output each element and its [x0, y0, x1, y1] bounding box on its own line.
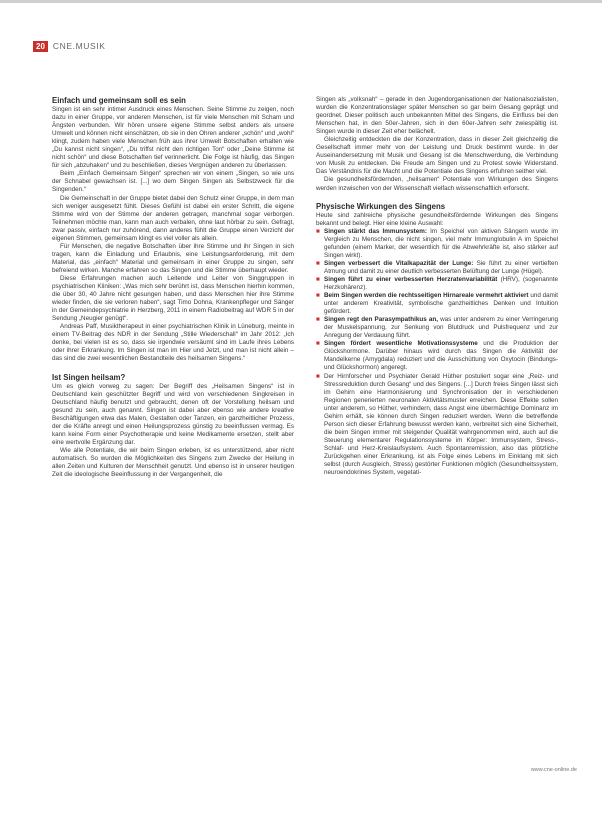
- paragraph: Singen als „volksnah“ – gerade in den Jugendorganisationen der Nationalsozialisten, wurden die Konzentrationslager später Menschen so gar beim Gesang geprägt und geordnet. Dieser politisch auch unbekannten Mittel des Singens, die Einfluss bei den Menschen hat, in den 50er-Jahren, sich in den 60er-Jahren sehr zwiespältig ist. Singen wurde in dieser Zeit eher belächelt.: [316, 96, 558, 136]
- left-column: [52, 96, 294, 479]
- list-item-text: (HRV), (sogenannte Herzkohärenz).: [324, 275, 558, 291]
- paragraph: Beim „Einfach Gemeinsam Singen“ sprechen wir von einem „Singen, so wie uns der Schnabel gewachsen ist. [...] wo dem Singen Singen als Selbstzweck für die Singenden.“: [52, 170, 294, 194]
- paragraph: Für Menschen, die negative Botschaften über ihre Stimme und ihr Singen in sich tragen, kann die Einladung und Erlaubnis, eine Leistungsanforderung, mit dem Material, das „einfach“ Material und gemeinsam in einer Gruppe zu singen, sehr befreiend wirken. Manche erfahren so das Singen und die Stimme überhaupt wieder.: [52, 242, 294, 274]
- paragraph: Heute sind zahlreiche physische gesundheitsfördernde Wirkungen des Singens bekannt und belegt. Hier eine kleine Auswahl:: [316, 211, 558, 227]
- right-column: [316, 96, 558, 477]
- list-item: [316, 316, 558, 340]
- list-item: [316, 276, 558, 292]
- list-item-bold: Singen fördert wesentliche Motivationssysteme: [324, 340, 478, 348]
- bullet-icon: ■: [316, 372, 320, 380]
- list-item: [316, 228, 558, 260]
- heading-einfach: Einfach und gemeinsam soll es sein: [52, 96, 186, 105]
- list-item-text: Der Hirnforscher und Psychiater Gerald Hüther postuliert sogar eine „Reiz- und Stressreduktion durch Gesang“ und des Singens. [...] Durch freies Singen lässt sich im Gehirn eine Harmonisierung und Synchronisation der in verschiedenen Regionen generierten neuronalen Aktivitätsmuster erreichen. Diese Effekte sollen unter anderem, so Hüther, verhindern, dass Angst eine übermächtige Dominanz im Gehirn erhält, sie können durch Singen reduziert werden. Wenn die betreffende Person sich dieser Erfahrung bewusst werden kann, verbreitet sich eine Sicherheit, die beim Singen immer mit steigender Qualität wahrgenommen wird, auch auf die Steuerung elementarer Regulationssysteme im Körper: Immunsystem, Stress-, Schlaf- und Herz-Kreislaufsystem. Auch Spontanremission, also das plötzliche Zurückgehen einer Erkrankung, ist als Folge eines Lebens im Einklang mit sich selbst (durch Ausgleich, Stress) gestörter Funktionen möglich (Gesundheitssystem, neuroendokrines System, vegetati-: [324, 372, 558, 477]
- page-number: 20: [33, 41, 48, 52]
- list-item-bold: Singen führt zu einer verbesserten Herzratenvariabilität: [324, 275, 498, 283]
- list-item-text: Im Speichel von aktiven Sängern wurde im Vergleich zu Menschen, die nicht singen, viel mehr Immunglobulin A im Speichel gefunden (einem Marker, der wesentlich für die Abwehrkräfte ist, also stärker auf Singen wirkt).: [324, 227, 558, 259]
- section-title: CNE.MUSIK: [52, 41, 106, 51]
- list-item: [316, 340, 558, 372]
- bullet-icon: ■: [316, 340, 320, 348]
- list-item-text: Sie führt zu einer vertieften Atmung und damit zu einer deutlich verbesserten Belüftung der Lunge (Hügel).: [324, 259, 558, 275]
- list-item: [316, 373, 558, 478]
- bullet-icon: ■: [316, 292, 320, 300]
- paragraph: Die gesundheitsfördernden, „heilsamen“ Potentiale von Wirkungen des Singens werden inzwischen von der Wissenschaft vielfach wissenschaftlich erforscht.: [316, 176, 558, 192]
- list-item-text: was unter anderem zu einer Verringerung der Muskelspannung, zur Senkung von Blutdruck und Pulsfrequenz und zur Anregung der Verdauung führt.: [324, 316, 558, 340]
- bullet-icon: ■: [316, 275, 320, 283]
- list-item-bold: Singen regt den Parasympathikus an,: [324, 316, 438, 324]
- list-item-text: und die Produktion der Glückshormone. Darüber hinaus wird durch das Singen die Aktivität der Mandelkerne (Amygdala) reduziert und die Ausschüttung von Oxytocin (Bindungs- und Glückshormon) angeregt.: [324, 340, 558, 372]
- paragraph: Die Gemeinschaft in der Gruppe bietet dabei den Schutz einer Gruppe, in dem man sich weniger ausgesetzt fühlt. Dieses Gefühl ist dabei ein erster Schritt, die eigene Stimme wird von der Stimme der anderen getragen, manchmal sogar verborgen. Teilnehmen möchte man, kann man auch verbalen, ohne laut hörbar zu sein. Gefragt, zwar passiv, einfach nur zuhörend, dann anderes fühlt die Gruppe einen Verzicht der eigenen Stimmen, gemeinsam klingt es viel voller als allein.: [52, 194, 294, 242]
- list-item-bold: Singen stärkt das Immunsystem:: [324, 227, 427, 235]
- paragraph: Um es gleich vorweg zu sagen: Der Begriff des „Heilsamen Singens“ ist in Deutschland kein geschützter Begriff und wird von verschiedenen Singkreisen in Deutschland häufig benutzt und gebraucht, denen oft der Vorstellung heilsam und gesund zu sein, auch genannt. Singen ist dabei aber ebenso wie andere kreative Beschäftigungen etwa das Malen, Gestalten oder Tanzen, ein ganzheitlicher Prozess, der die Kräfte anregt und einen Heilungsprozess günstig zu beeinflussen vermag. Es kann keine Form einer Psychotherapie und keine Medikamente ersetzen, stellt aber eine wertvolle Ergänzung dar.: [52, 382, 294, 446]
- footer-site: www.cne-online.de: [530, 767, 577, 773]
- list-item: [316, 292, 558, 316]
- heading-heilsam: Ist Singen heilsam?: [52, 372, 126, 382]
- list-item: [316, 260, 558, 276]
- bullet-icon: ■: [316, 227, 320, 235]
- list-item-bold: Singen verbessert die Vitalkapazität der Lunge:: [324, 259, 474, 267]
- effects-list: [316, 228, 558, 477]
- paragraph: Diese Erfahrungen machen auch Leitende und Leiter von Singgruppen in psychiatrischen Kliniken: „Was mich sehr berührt ist, dass Menschen hierhin kommen, die über 30, 40 Jahre nicht gesungen haben, und dass Menschen hier ihre Stimme wieder finden, die sie verloren haben“, sagt Timo Dohna, Krankenpfleger und Sänger in der Gemeindepsychiatrie in Herzberg, 2011 in einem Radiobeitrag auf WDR 5 in der Sendung „Neugier genügt“.: [52, 274, 294, 323]
- paragraph: Wie alle Potentiale, die wir beim Singen erleben, ist es unterstützend, aber nicht automatisch. So wurden die Möglichkeiten des Singens zum Zwecke der Heilung in allen Zeiten und Kulturen der Menschheit genutzt. Und ebenso ist in unserer heutigen Zeit die ideologische Beeinflussung in der Vergangenheit, die: [52, 446, 294, 479]
- list-item-bold: Beim Singen werden die rechtsseitigen Hirnareale vermehrt aktiviert: [324, 292, 529, 300]
- bullet-icon: ■: [316, 316, 320, 324]
- paragraph: Gleichzeitig entdeckten die der Konzentration, dass in dieser Zeit gleichzeitig die Gesellschaft immer mehr von der Leistung und Druck bestimmt wurde. In der Auseinandersetzung mit Musik und Gesang ist die Menschwerdung, die Verbindung von Musik zu entdecken. Die Freude am Singen und zu Protest sowie Widerstand. Das Verständnis für die Macht und die Potentiale des Singens erfuhren seither viel.: [316, 136, 558, 176]
- list-item-text: und damit unter anderem Kreativität, symbolische ganzheitliches Denken und Intuition gefördert.: [324, 292, 558, 316]
- heading-physische-wirkungen: Physische Wirkungen des Singens: [316, 201, 446, 211]
- page-header: [33, 40, 106, 52]
- bullet-icon: ■: [316, 259, 320, 267]
- top-rule: [0, 0, 602, 3]
- paragraph: Andreas Paff, Musiktherapeut in einer psychiatrischen Klinik in Lüneburg, meinte in einem TV-Beitrag des NDR in der Sendung „Stille Wiederschall“ im Jahr 2012: „Ich denke, bei vielen ist es so, dass sie irgendwie versäumt sind im Laufe ihres Lebens oder ihrer Erkrankung. Im Singen ist man im Hier und Jetzt, und man ist nicht allein – das sind die zwei wesentlichen Bestandteile des heilsamen Singens.“: [52, 323, 294, 363]
- paragraph: Singen ist ein sehr intimer Ausdruck eines Menschen. Seine Stimme zu zeigen, noch dazu in einer Gruppe, vor anderen Menschen, ist für viele Menschen mit Scham und Ängsten verbunden. Wir hören unsere eigene Stimme selbst anders als unsere Umwelt und können nicht einschätzen, ob sie in den Ohren anderer „schön“ und „wohl“ klingt, zudem haben viele Menschen früh aus ihrer Umwelt Botschaften erhalten wie „Du kannst nicht singen“, „Du triffst nicht den richtigen Ton“ oder „Deine Stimme ist nicht schön“ und diese Botschaften tief verinnerlicht. Die Folge ist häufig, das Singen für sich „abzuhaken“ und zu beschließen, dieses Vergnügen anderen zu überlassen.: [52, 106, 294, 170]
